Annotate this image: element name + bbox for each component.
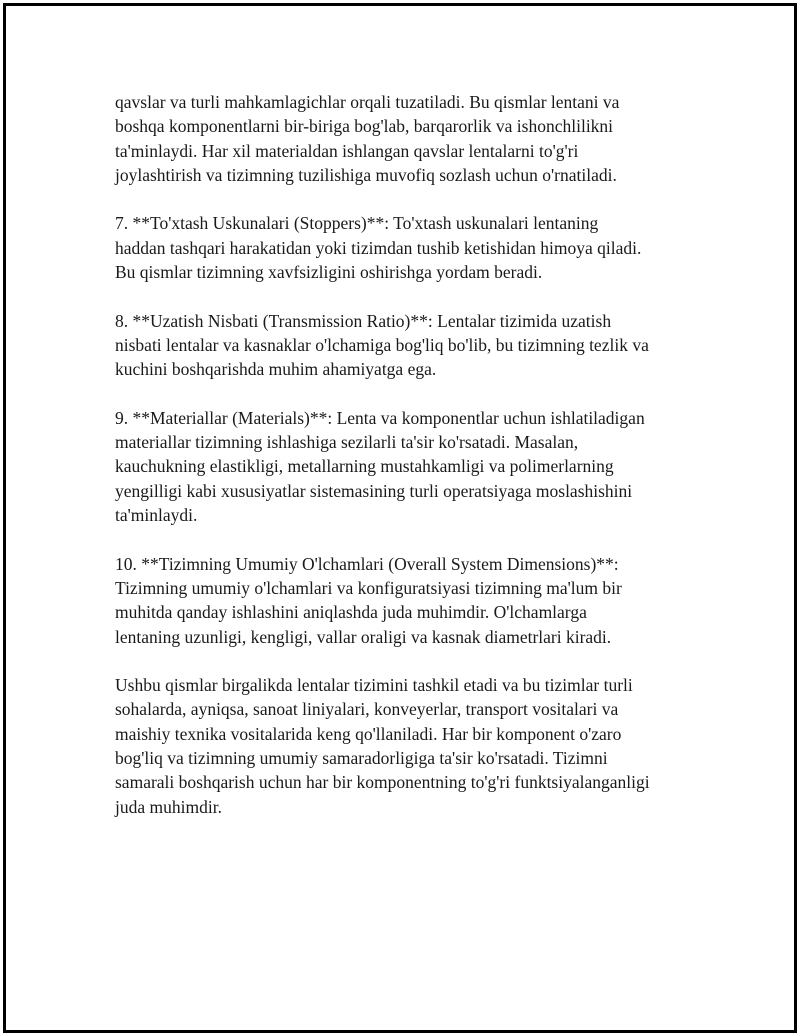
paragraph-system-dimensions: 10. **Tizimning Umumiy O'lchamlari (Overall System Dimensions)**: Tizimning umumiy o'lchamlari va konfiguratsiyasi tizimning ma'lum bir muhitda qanday ishlashini aniqlashda juda muhimdir. O'lchamlarga lentaning uzunligi, kengligi, vallar oraligi va kasnak diametrlari kiradi. (115, 553, 622, 647)
paragraph-transmission-ratio: 8. **Uzatish Nisbati (Transmission Ratio)**: Lentalar tizimida uzatish nisbati lentalar va kasnaklar o'lchamiga bog'liq bo'lib, bu tizimning tezlik va kuchini boshqarishda muhim ahamiyatga ega. (115, 310, 649, 380)
document-body (115, 90, 705, 843)
paragraph-stoppers: 7. **To'xtash Uskunalari (Stoppers)**: To'xtash uskunalari lentaning haddan tashqari harakatidan yoki tizimdan tushib ketishidan himoya qiladi. Bu qismlar tizimning xavfsizligini oshirishga yordam beradi. (115, 213, 642, 283)
paragraph-brackets: qavslar va turli mahkamlagichlar orqali tuzatiladi. Bu qismlar lentani va boshqa komponentlarni bir-biriga bog'lab, barqarorlik va ishonchlilikni ta'minlaydi. Har xil materialdan ishlangan qavslar lentalarni to'g'ri joylashtirish va tizimning tuzilishiga muvofiq sozlash uchun o'rnatiladi. (115, 92, 620, 185)
paragraph-materials: 9. **Materiallar (Materials)**: Lenta va komponentlar uchun ishlatiladigan materiallar tizimning ishlashiga sezilarli ta'sir ko'rsatadi. Masalan, kauchukning elastikligi, metallarning mustahkamligi va polimerlarning yengilligi kabi xususiyatlar sistemasining turli operatsiyaga moslashishini ta'minlaydi. (115, 407, 645, 526)
paragraph-conclusion: Ushbu qismlar birgalikda lentalar tizimini tashkil etadi va bu tizimlar turli sohalarda, ayniqsa, sanoat liniyalari, konveyerlar, transport vositalari va maishiy texnika vositalarida keng qo'llaniladi. Har bir komponent o'zaro bog'liq va tizimning umumiy samaradorligiga ta'sir ko'rsatadi. Tizimni samarali boshqarish uchun har bir komponentning to'g'ri funktsiyalanganligi juda muhimdir. (115, 675, 650, 817)
